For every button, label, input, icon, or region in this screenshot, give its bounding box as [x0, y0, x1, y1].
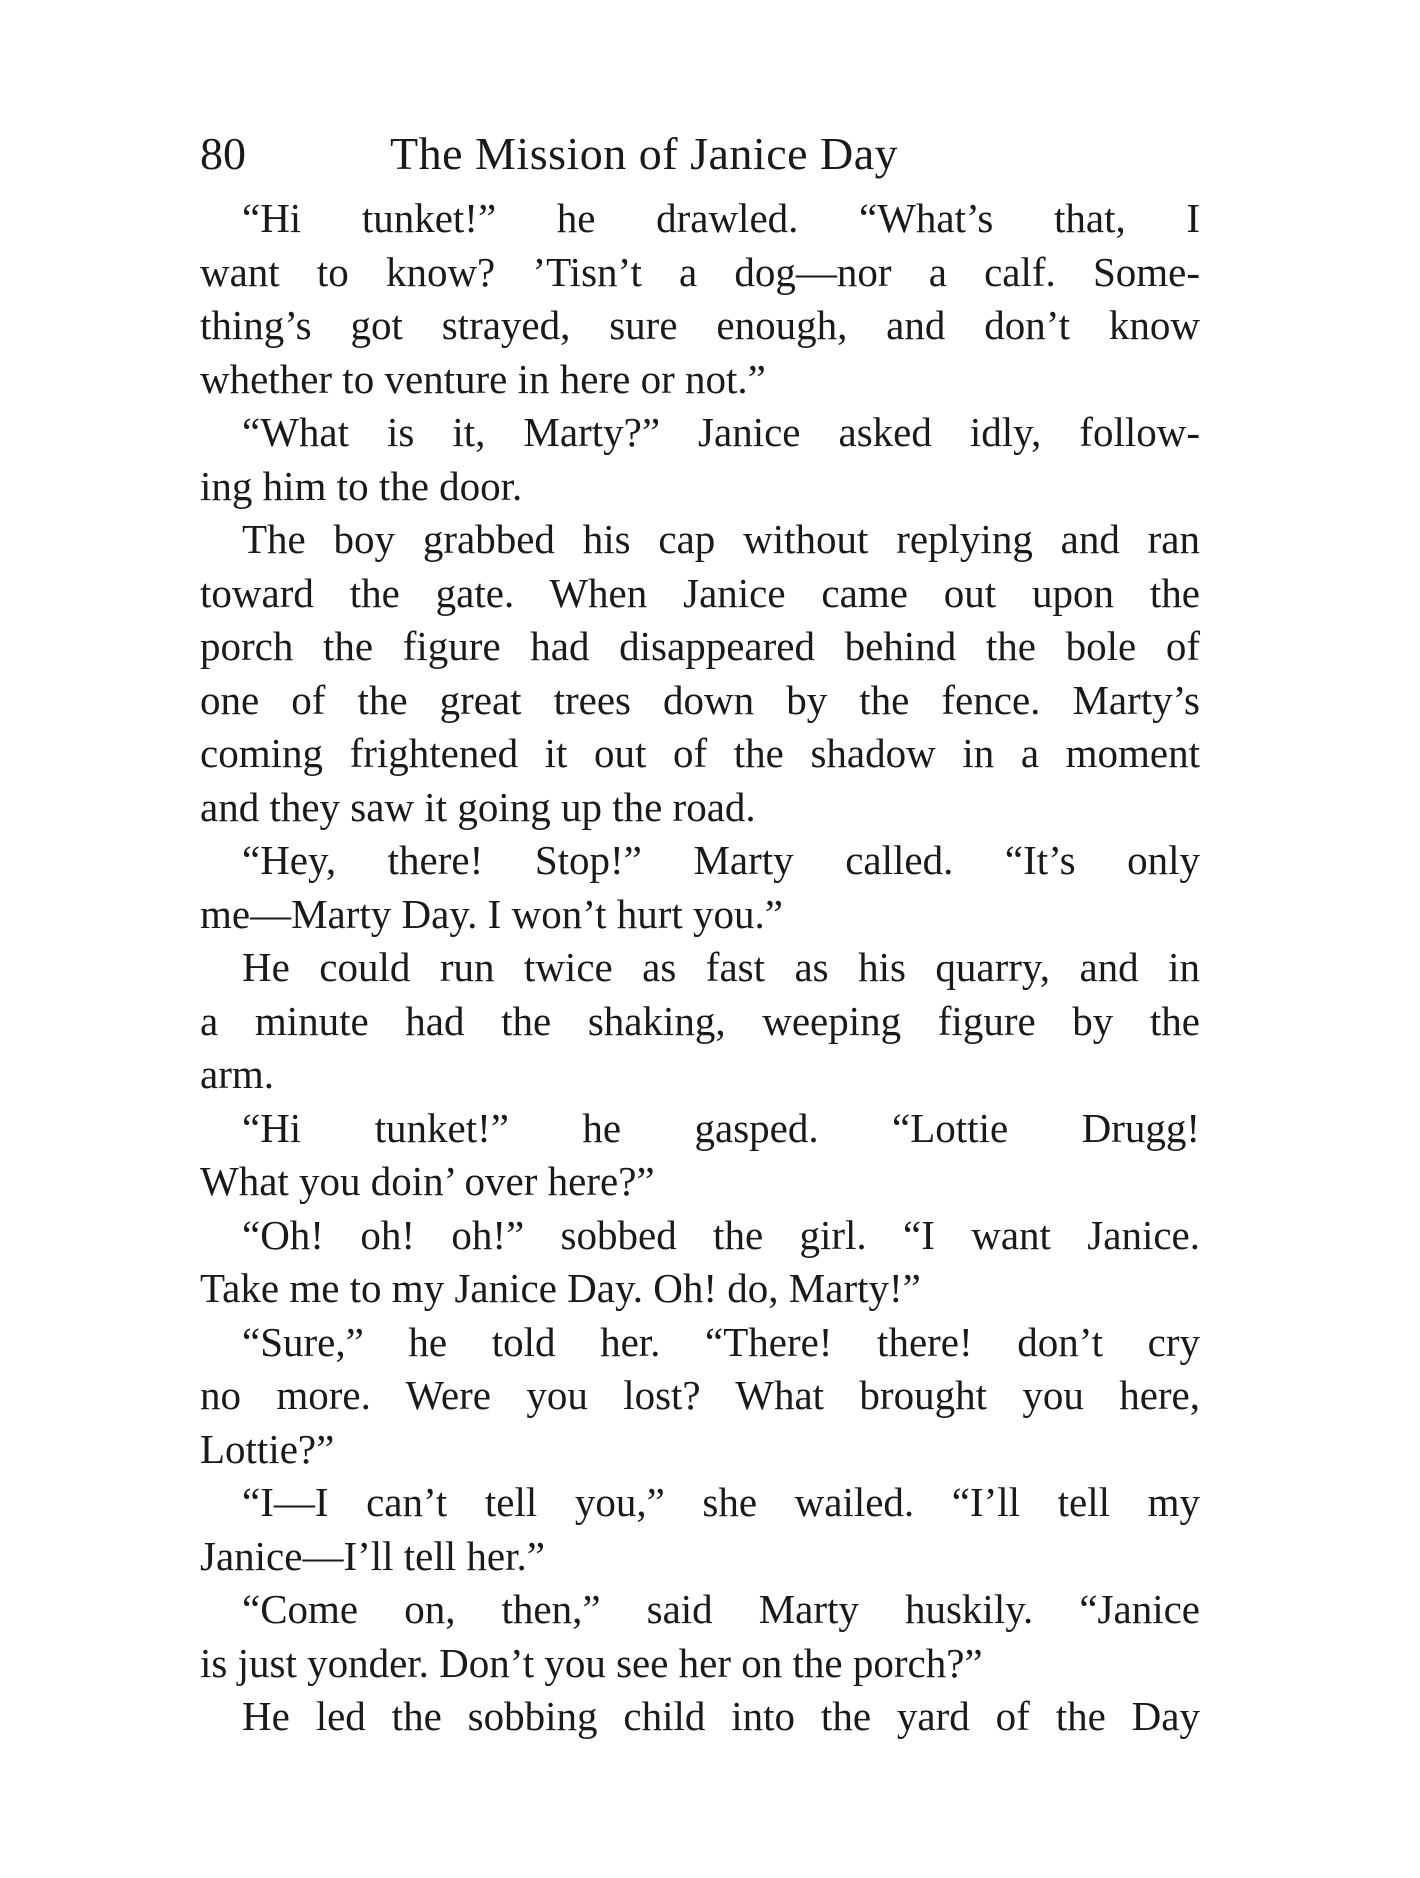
- text-line: He could run twice as fast as his quarry, and in: [242, 944, 1200, 990]
- text-line: Take me to my Janice Day. Oh! do, Marty!”: [200, 1265, 921, 1311]
- text-line: me—Marty Day. I won’t hurt you.”: [200, 890, 783, 937]
- text-line: is just yonder. Don’t you see her on the porch?”: [200, 1639, 983, 1686]
- text-line: ing him to the door.: [200, 462, 523, 509]
- text-line: “Hi tunket!” he gasped. “Lottie Drugg!: [242, 1104, 1200, 1151]
- text-line: thing’s got strayed, sure enough, and don’t know: [200, 302, 1200, 348]
- page-number: 80: [200, 128, 246, 179]
- text-line: no more. Were you lost? What brought you here,: [200, 1372, 1200, 1418]
- text-line: toward the gate. When Janice came out upon the: [200, 569, 1200, 616]
- text-line: He led the sobbing child into the yard of the Day: [242, 1693, 1200, 1739]
- text-line: “Hey, there! Stop!” Marty called. “It’s only: [242, 837, 1200, 883]
- text-line: Lottie?”: [200, 1425, 335, 1472]
- text-line: porch the figure had disappeared behind the bole of: [200, 623, 1200, 669]
- text-line: want to know? ’Tisn’t a dog—nor a calf. Some-: [200, 248, 1200, 295]
- text-line: Janice—I’ll tell her.”: [200, 1532, 545, 1579]
- text-line: a minute had the shaking, weeping figure by the: [200, 997, 1200, 1044]
- text-line: whether to venture in here or not.”: [200, 355, 766, 402]
- text-line: “Sure,” he told her. “There! there! don’t cry: [242, 1318, 1200, 1365]
- text-line: What you doin’ over here?”: [200, 1158, 655, 1204]
- page-header: [200, 124, 1200, 184]
- text-line: arm.: [200, 1051, 274, 1097]
- text-line: “I—I can’t tell you,” she wailed. “I’ll tell my: [242, 1479, 1200, 1525]
- running-title: The Mission of Janice Day: [390, 128, 899, 179]
- text-line: “Oh! oh! oh!” sobbed the girl. “I want Janice.: [242, 1211, 1200, 1258]
- text-line: “Hi tunket!” he drawled. “What’s that, I: [242, 195, 1200, 241]
- body-text: [200, 192, 1200, 1744]
- text-line: “What is it, Marty?” Janice asked idly, follow-: [242, 409, 1200, 455]
- text-line: one of the great trees down by the fence. Marty’s: [200, 676, 1200, 723]
- text-line: “Come on, then,” said Marty huskily. “Janice: [242, 1586, 1200, 1632]
- book-page: [200, 124, 1200, 1744]
- text-line: coming frightened it out of the shadow in a moment: [200, 730, 1200, 776]
- text-line: The boy grabbed his cap without replying and ran: [242, 516, 1200, 562]
- text-line: and they saw it going up the road.: [200, 783, 756, 830]
